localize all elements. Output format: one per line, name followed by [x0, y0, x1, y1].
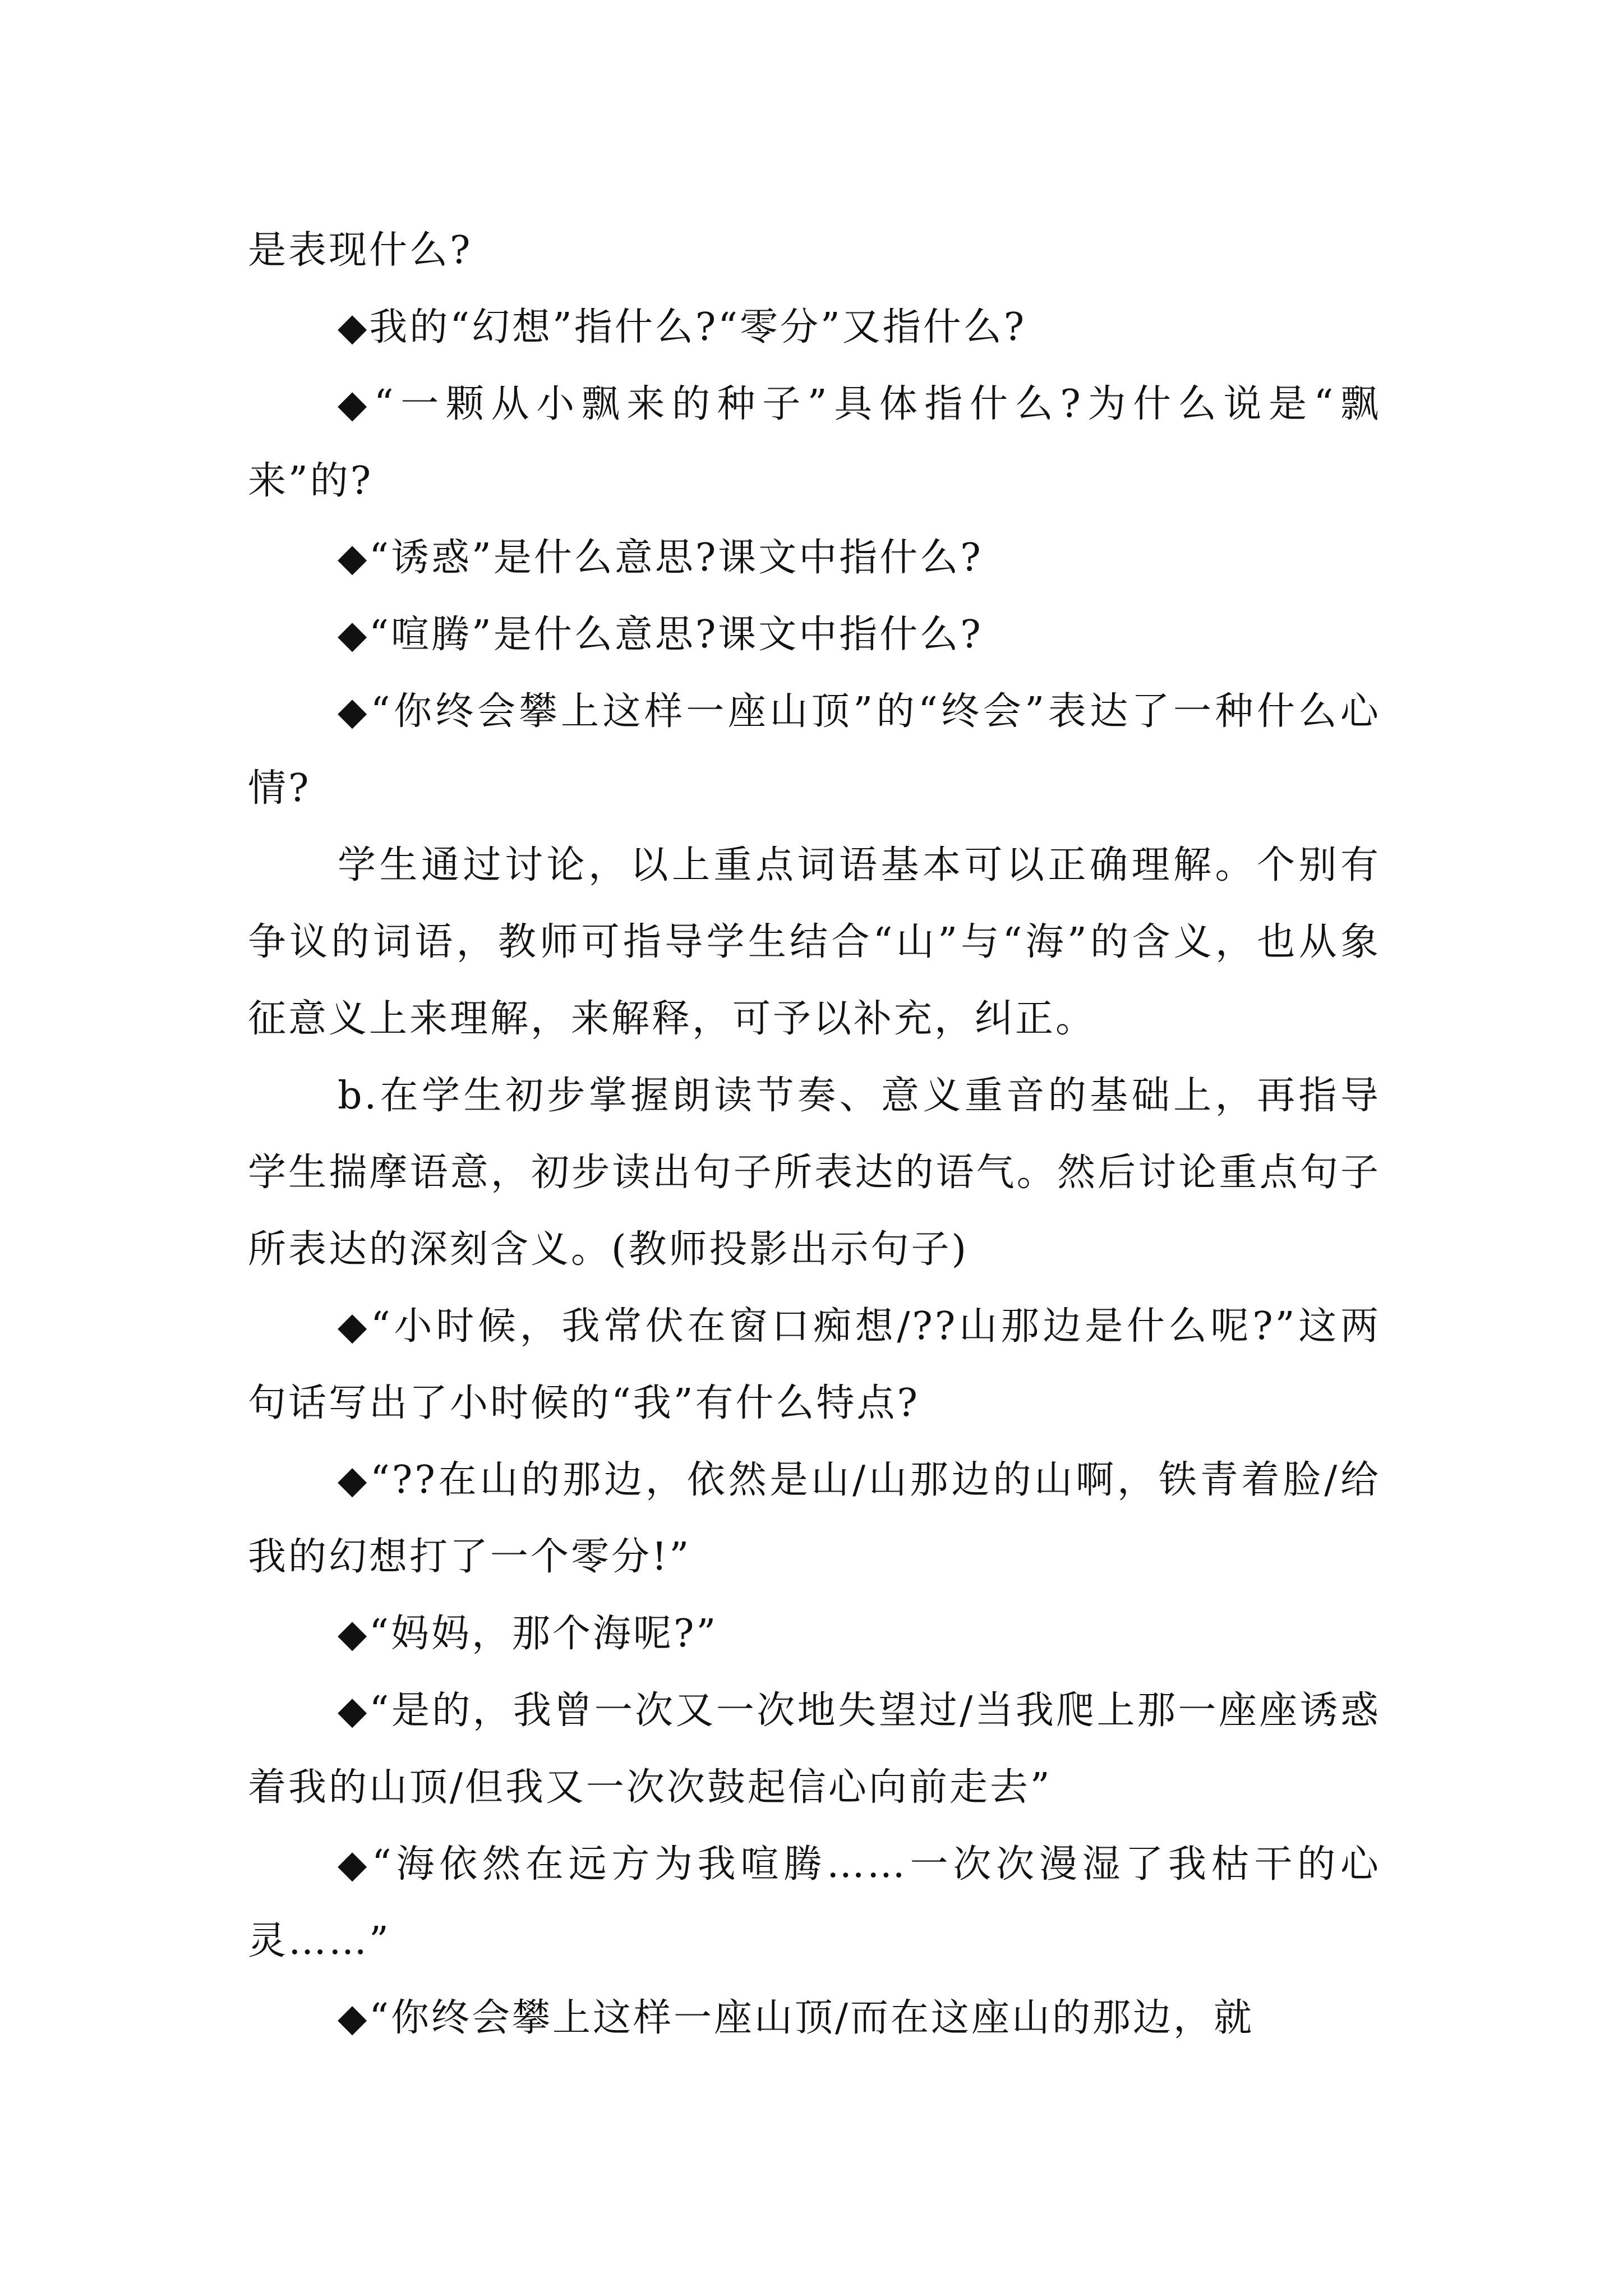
sentence-bullet: ◆“是的，我曾一次又一次地失望过/当我爬上那一座座诱惑着我的山顶/但我又一次次鼓起信心向前走去”: [248, 1688, 1381, 1810]
paragraph: 是表现什么?: [248, 228, 473, 273]
sentence-bullet: ◆“??在山的那边，依然是山/山那边的山啊，铁青着脸/给我的幻想打了一个零分!”: [248, 1458, 1381, 1579]
sentence-bullet: ◆“妈妈，那个海呢?”: [338, 1612, 718, 1656]
paragraph: 学生通过讨论，以上重点词语基本可以正确理解。个别有争议的词语，教师可指导学生结合“山”与“海”的含义，也从象征意义上来理解，来解释，可予以补充，纠正。: [248, 843, 1381, 1041]
paragraph: b.在学生初步掌握朗读节奏、意义重音的基础上，再指导学生揣摩语意，初步读出句子所表达的语气。然后讨论重点句子所表达的深刻含义。(教师投影出示句子): [248, 1074, 1381, 1272]
question-bullet: ◆“你终会攀上这样一座山顶”的“终会”表达了一种什么心情?: [248, 689, 1381, 811]
document-body: [248, 212, 1381, 2056]
question-bullet: ◆“一颗从小飘来的种子”具体指什么?为什么说是“飘来”的?: [248, 382, 1381, 503]
sentence-bullet: ◆“小时候，我常伏在窗口痴想/??山那边是什么呢?”这两句话写出了小时候的“我”有什么特点?: [248, 1304, 1381, 1425]
question-bullet: ◆“喧腾”是什么意思?课文中指什么?: [338, 613, 983, 657]
sentence-bullet: ◆“海依然在远方为我喧腾……一次次漫湿了我枯干的心灵……”: [248, 1842, 1381, 1963]
question-bullet: ◆“诱惑”是什么意思?课文中指什么?: [338, 536, 983, 580]
question-bullet: ◆我的“幻想”指什么?“零分”又指什么?: [338, 305, 1027, 349]
sentence-bullet: ◆“你终会攀上这样一座山顶/而在这座山的那边，就: [338, 1996, 1254, 2040]
